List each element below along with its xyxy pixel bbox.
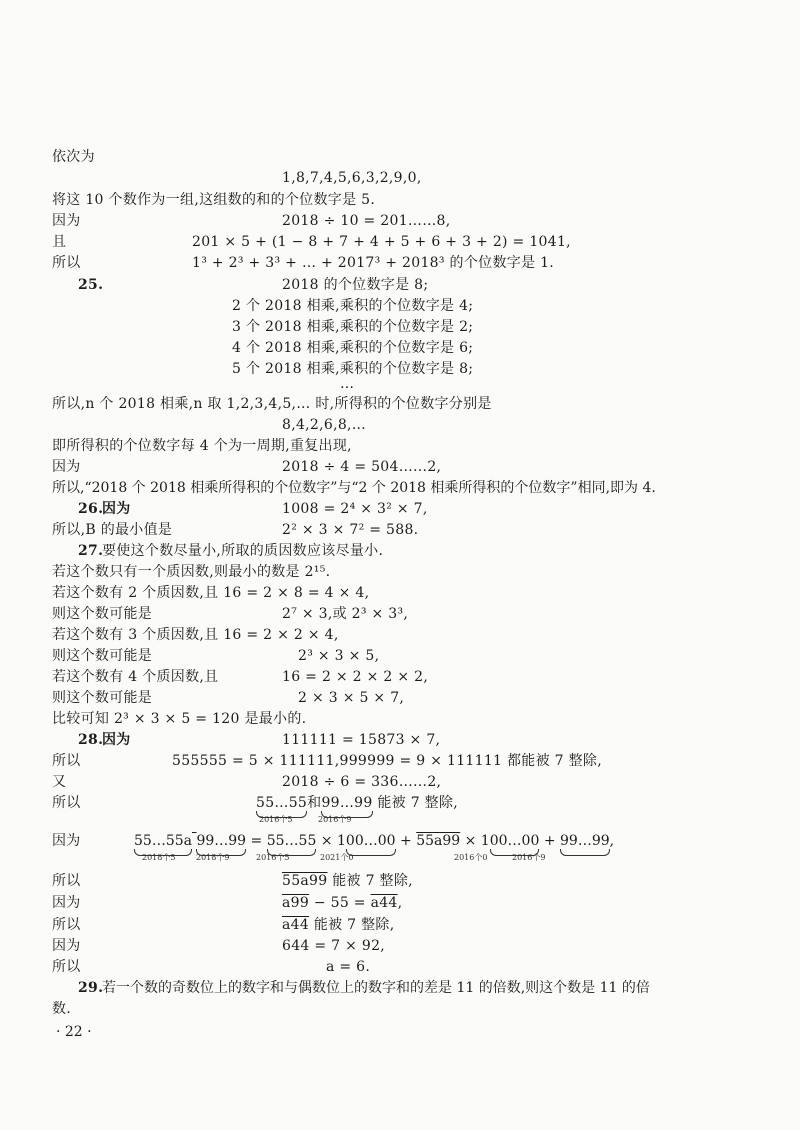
line-text: − 55 = (313, 895, 366, 911)
overline-number: a44 (370, 895, 398, 911)
overline-number: 55a99 (282, 873, 328, 889)
underbrace-term: 99…99 (196, 833, 247, 849)
line-text: 2⁷ × 3,或 2³ × 3³, (282, 606, 409, 622)
line-text: , (397, 895, 403, 911)
math-line (282, 731, 440, 749)
line-text: 若这个数只有一个质因数,则最小的数是 2¹⁵. (52, 564, 331, 580)
math-line (256, 794, 458, 812)
brace-label: 2016个9 (318, 815, 352, 824)
overline-number: 55a99 (416, 833, 461, 849)
text-line (52, 584, 369, 602)
line-label: 所以 (52, 753, 81, 769)
underbrace-term: 99…99 (560, 833, 610, 849)
math-line (282, 212, 450, 230)
line-label: 因为 (102, 501, 131, 517)
line-label: 所以 (52, 959, 81, 975)
underbrace-term: 55…55a (134, 833, 192, 849)
line-text: 2018 ÷ 6 = 336……2, (282, 774, 442, 790)
text-line (52, 521, 172, 539)
line-text: × 1 (320, 833, 346, 849)
line-label: 又 (52, 774, 67, 790)
problem-number (78, 979, 103, 997)
line-text: 能被 7 整除, (332, 873, 413, 889)
text-line (52, 191, 375, 209)
line-text: 2² × 3 × 7² = 588. (282, 522, 419, 538)
problem-number (78, 542, 103, 560)
math-line (282, 169, 422, 187)
line-label: 且 (52, 234, 67, 250)
text-line (232, 297, 473, 315)
line-text: 2018 ÷ 4 = 504……2, (282, 459, 442, 475)
line-text: 5 个 2018 相乘,乘积的个位数字是 8; (232, 361, 474, 377)
line-text: 1,8,7,4,5,6,3,2,9,0, (282, 170, 422, 186)
line-label: 所以 (52, 255, 81, 271)
line-label: 所以 (52, 917, 81, 933)
math-line (326, 958, 370, 976)
line-text: 555555 = 5 × 111111,999999 = 9 × 111111 都能被 7 整除, (172, 753, 602, 769)
text-line (52, 233, 66, 251)
text-line (52, 626, 339, 644)
line-text: 2018 ÷ 10 = 201……8, (282, 213, 451, 229)
text-line (52, 254, 81, 272)
text-line (52, 1000, 71, 1018)
line-text: × 1 (464, 833, 490, 849)
line-label: 所以 (52, 795, 81, 811)
math-line (298, 689, 404, 707)
line-label: 因为 (52, 895, 81, 911)
line-text: = (250, 833, 263, 849)
math-line (298, 647, 379, 665)
line-text: 比较可知 2³ × 3 × 5 = 120 是最小的. (52, 711, 307, 727)
brace-label: 2016个5 (256, 853, 290, 862)
ellipsis (340, 375, 354, 393)
line-text: 依次为 (52, 149, 95, 165)
text-line (52, 958, 81, 976)
text-line (52, 937, 81, 955)
line-label: 则这个数可能是 (52, 690, 153, 706)
line-text: 1³ + 2³ + 3³ + … + 2017³ + 2018³ 的个位数字是 1. (192, 255, 555, 271)
brace-label: 2016个5 (259, 815, 293, 824)
line-text: 和 (307, 795, 322, 811)
underbrace-term: 99…99 (321, 795, 373, 811)
math-line (134, 832, 614, 850)
line-label: 29. (78, 980, 104, 996)
math-line (282, 894, 402, 912)
underbrace-term: 00…00 (489, 833, 540, 849)
line-label: 因为 (52, 459, 81, 475)
math-line (282, 937, 385, 955)
line-text: 若这个数有 3 个质因数,且 16 = 2 × 2 × 4, (52, 627, 339, 643)
math-line (282, 605, 408, 623)
problem-number (78, 731, 103, 749)
line-text: 2 × 3 × 5 × 7, (298, 690, 405, 706)
text-line (282, 276, 428, 294)
line-label: 若这个数有 4 个质因数,且 (52, 669, 219, 685)
text-line (52, 752, 81, 770)
math-line (282, 521, 418, 539)
line-label: 因为 (52, 213, 81, 229)
line-label: 25. (78, 277, 104, 293)
line-label: 26. (78, 501, 104, 517)
brace-label: 2021个0 (320, 853, 354, 862)
text-line (102, 542, 383, 560)
line-text: + (400, 833, 412, 849)
text-line (52, 479, 656, 497)
underbrace-term: 55…55 (266, 833, 317, 849)
line-text: 644 = 7 × 92, (282, 938, 386, 954)
text-line (52, 458, 81, 476)
line-text: 所以,“2018 个 2018 相乘所得积的个位数字”与“2 个 2018 相乘所得积的个位数字”相同,即为 4. (52, 480, 656, 496)
math-line (282, 458, 441, 476)
line-text: 2 个 2018 相乘,乘积的个位数字是 4; (232, 298, 474, 314)
problem-number (78, 276, 103, 294)
line-text: 1008 = 2⁴ × 3² × 7, (282, 501, 428, 517)
text-line (102, 731, 131, 749)
math-line (282, 916, 395, 934)
line-text: 将这 10 个数作为一组,这组数的和的个位数字是 5. (52, 192, 376, 208)
line-text: 111111 = 15873 × 7, (282, 732, 441, 748)
text-line (52, 212, 81, 230)
line-label: 因为 (52, 938, 81, 954)
line-text: 能被 7 整除, (313, 917, 395, 933)
text-line (232, 318, 473, 336)
line-text: 即所得积的个位数字每 4 个为一周期,重复出现, (52, 438, 352, 454)
text-line (232, 339, 473, 357)
overline-number (134, 832, 246, 850)
page-number: · 22 · (56, 1024, 92, 1040)
brace-label: 2016个9 (512, 853, 546, 862)
text-line (52, 832, 81, 850)
text-line (52, 395, 492, 413)
line-text: 8,4,2,6,8,… (282, 417, 367, 433)
line-label: 因为 (102, 732, 131, 748)
line-text: + (543, 833, 556, 849)
text-line (52, 773, 66, 791)
line-label: 27. (78, 543, 104, 559)
line-text: , (609, 833, 615, 849)
line-text: 若一个数的奇数位上的数字和与偶数位上的数字和的差是 11 的倍数,则这个数是 11 的倍 (102, 980, 650, 996)
line-label: 所以,B 的最小值是 (52, 522, 173, 538)
text-line (102, 979, 650, 997)
math-line (282, 668, 428, 686)
line-text: 能被 7 整除, (377, 795, 459, 811)
text-line (52, 710, 306, 728)
brace-label: 2018个5 (142, 853, 176, 862)
math-line (282, 773, 441, 791)
text-line (52, 437, 352, 455)
line-text: 16 = 2 × 2 × 2 × 2, (282, 669, 429, 685)
line-label: 则这个数可能是 (52, 648, 153, 664)
math-line (172, 752, 602, 770)
line-text: 所以,n 个 2018 相乘,n 取 1,2,3,4,5,… 时,所得积的个位数字分别是 (52, 396, 492, 412)
line-text: 若这个数有 2 个质因数,且 16 = 2 × 8 = 4 × 4, (52, 585, 370, 601)
line-label: 所以 (52, 873, 81, 889)
text-line (52, 794, 81, 812)
problem-number (78, 500, 103, 518)
math-line (192, 233, 571, 251)
text-line (52, 647, 152, 665)
line-text: 201 × 5 + (1 − 8 + 7 + 4 + 5 + 6 + 3 + 2) = 1041, (192, 234, 571, 250)
brace-label: 2018个9 (196, 853, 230, 862)
text-line (52, 148, 95, 166)
line-label: 28. (78, 732, 104, 748)
line-text: … (340, 376, 355, 392)
text-line (102, 500, 131, 518)
math-line (282, 500, 428, 518)
line-label: 则这个数可能是 (52, 606, 153, 622)
line-text: 数. (52, 1001, 72, 1017)
line-text: 2018 的个位数字是 8; (282, 277, 429, 293)
text-line (52, 689, 152, 707)
math-line (282, 872, 413, 890)
overline-number: a99 (282, 895, 310, 911)
math-line (192, 254, 554, 272)
text-line (52, 563, 330, 581)
line-text: 2³ × 3 × 5, (298, 648, 380, 664)
text-line (52, 605, 152, 623)
underbrace-term: 00…00 (345, 833, 396, 849)
text-line (52, 668, 218, 686)
text-line (52, 894, 81, 912)
text-line (52, 872, 81, 890)
math-line (282, 416, 366, 434)
line-label: 因为 (52, 833, 81, 849)
line-text: a = 6. (326, 959, 371, 975)
line-text: 要使这个数尽量小,所取的质因数应该尽量小. (102, 543, 384, 559)
line-text: 4 个 2018 相乘,乘积的个位数字是 6; (232, 340, 474, 356)
text-line (52, 916, 81, 934)
line-text: 3 个 2018 相乘,乘积的个位数字是 2; (232, 319, 474, 335)
underbrace-term: 55…55 (256, 795, 308, 811)
brace-label: 2016个0 (454, 853, 488, 862)
overline-number: a44 (282, 917, 310, 933)
